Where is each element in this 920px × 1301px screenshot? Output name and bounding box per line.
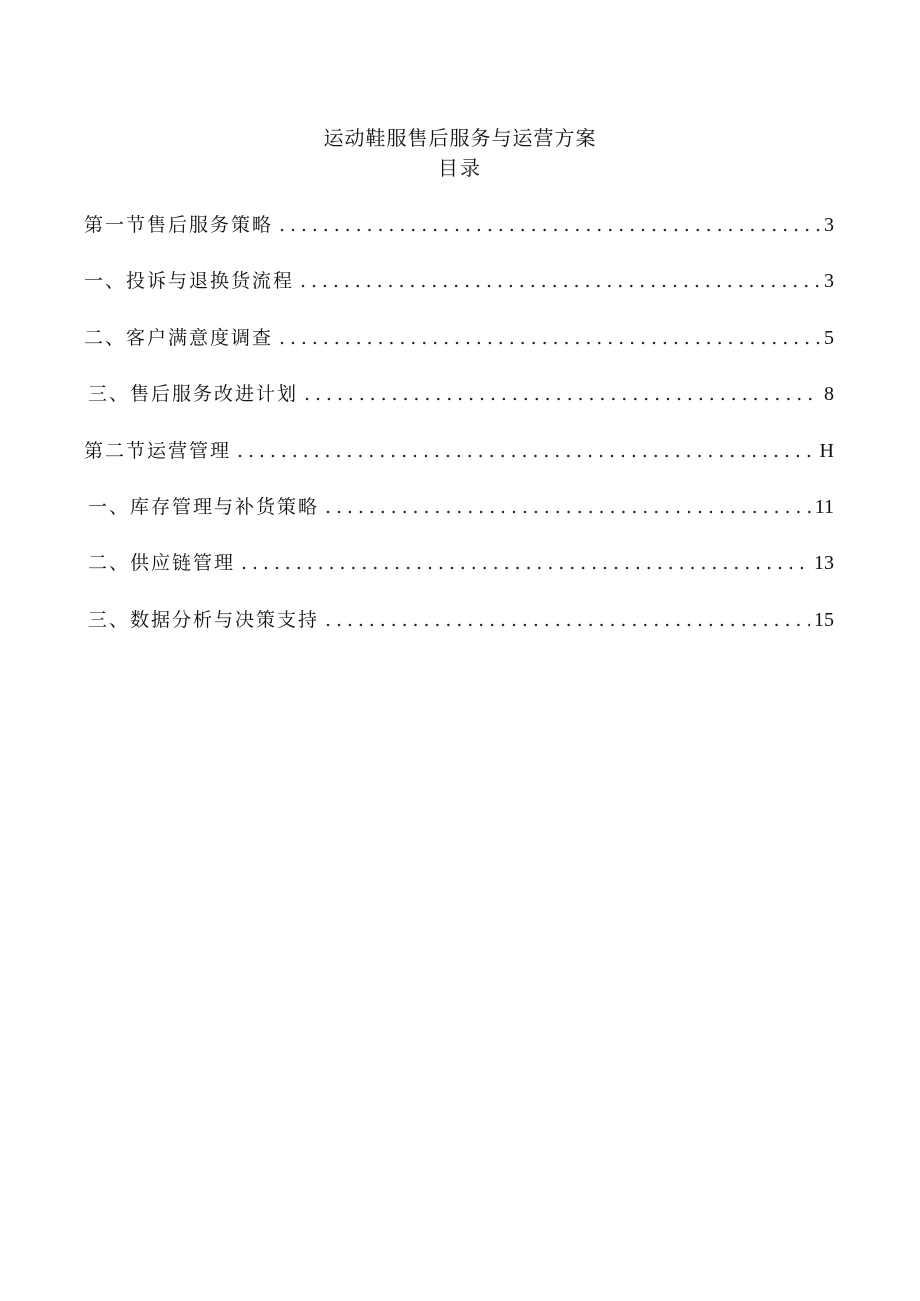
toc-page-number: 8 [824,383,834,406]
toc-page-number: H [819,439,834,462]
toc-entry-label: 第一节售后服务策略 [84,214,274,236]
toc-entry-label: 二、客户满意度调查 [84,326,274,349]
toc-entry-data-analysis[interactable] [84,605,834,661]
toc-entry-label: 二、供应链管理 [88,552,236,575]
toc-leader-dots [300,266,820,296]
toc-entry-supply-chain[interactable] [84,548,834,604]
toc-entry-service-improvement[interactable] [84,379,834,435]
toc-entry-label: 一、库存管理与补货策略 [88,495,320,518]
toc-page-number: 15 [814,608,834,631]
toc-entry-section-1[interactable] [84,210,834,266]
toc-entry-inventory[interactable] [84,492,834,548]
document-title: 运动鞋服售后服务与运营方案 [323,126,597,150]
toc-page-number: 3 [824,270,834,293]
toc-leader-dots [241,548,810,578]
toc-page-number: 11 [814,495,834,518]
toc-page-number: 3 [824,214,834,236]
toc-page-number: 13 [814,552,834,575]
toc-entry-section-2[interactable] [84,436,834,492]
toc-leader-dots [304,379,820,409]
toc-heading: 目录 [438,156,482,180]
toc-leader-dots [325,605,810,635]
toc-entry-satisfaction-survey[interactable] [84,323,834,379]
toc-leader-dots [237,436,816,466]
table-of-contents [84,210,834,661]
toc-page-number: 5 [824,326,834,349]
toc-entry-label: 第二节运营管理 [84,439,232,462]
toc-entry-label: 三、数据分析与决策支持 [88,608,320,631]
toc-entry-label: 三、售后服务改进计划 [88,383,299,406]
toc-leader-dots [279,210,820,240]
toc-leader-dots [279,323,820,353]
toc-leader-dots [325,492,811,522]
toc-entry-label: 一、投诉与退换货流程 [84,270,295,293]
toc-entry-complaint-returns[interactable] [84,266,834,322]
